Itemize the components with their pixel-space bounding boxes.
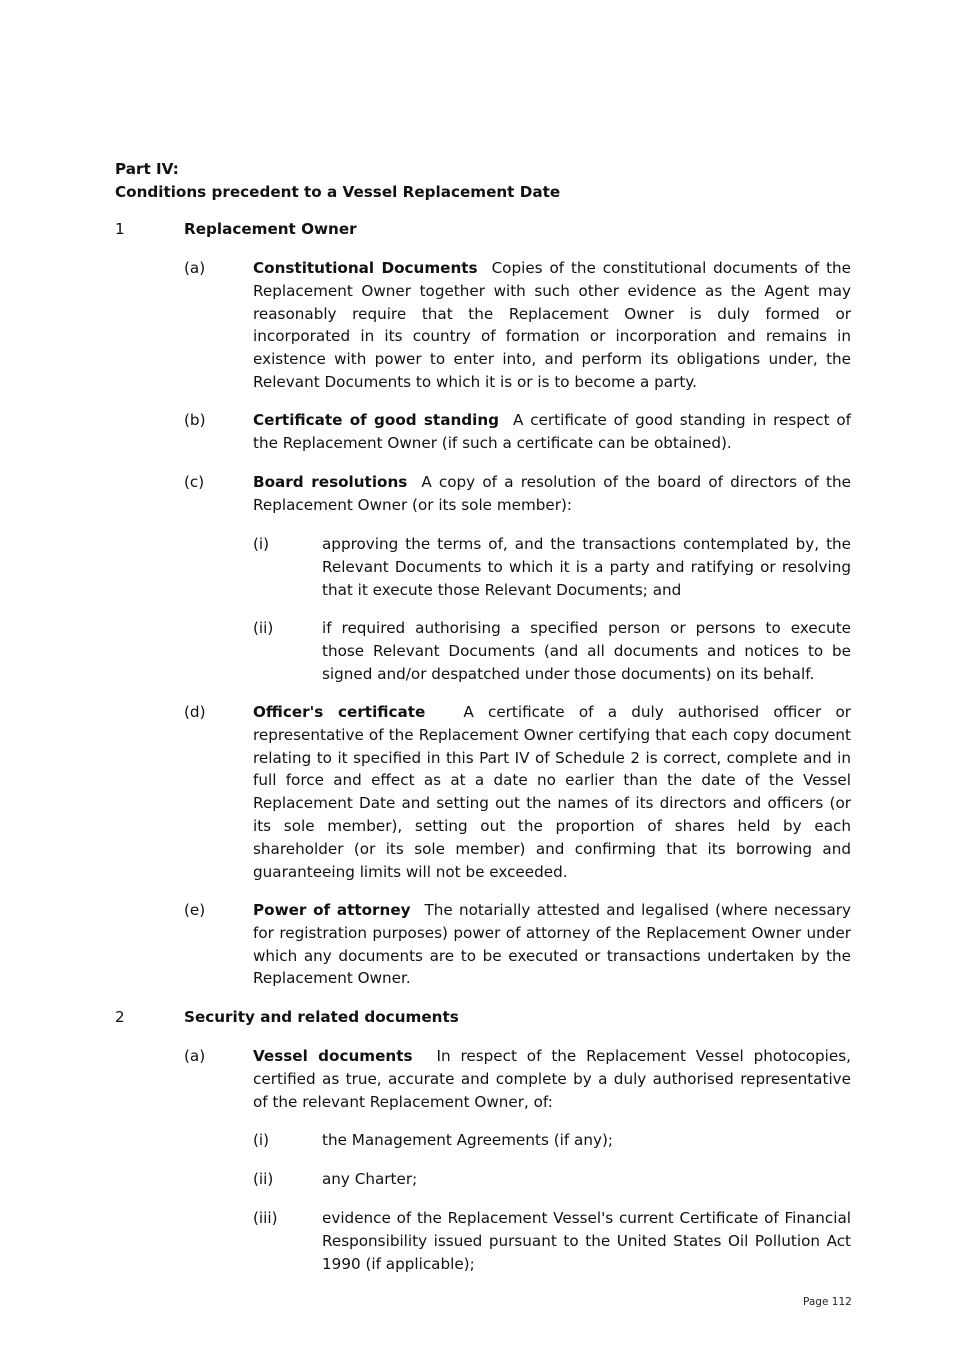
section-title: Replacement Owner [184,220,357,238]
clause-label: (e) [184,901,206,919]
clause-text: A certificate of a duly authorised officer or representative of the Replacement Owner certifying that each copy document relating to it specified in this Part IV of Schedule 2 is correct, complete and in full force and effect as at a date no earlier than the date of the Vessel Replacement Date and setting out the names of its directors and officers (or its sole member), setting out the proportion of shares held by each shareholder (or its sole member) and confirming that its borrowing and guaranteeing limits will not be exceeded. [253,703,852,881]
subclause-label: (i) [253,535,270,553]
clause-text: The notarially attested and legalised (where necessary for registration purposes) power of attorney of the Replacement Owner under which any documents are to be executed or transactions undertaken by the Replacement Owner. [253,901,851,988]
section-title: Security and related documents [184,1008,459,1026]
clause-1b [184,409,851,455]
clause-1e [184,899,851,990]
section-number: 1 [115,220,125,238]
clause-2a-iii [253,1207,851,1275]
clause-label: (a) [184,1047,206,1065]
part-heading [115,158,560,203]
clause-heading: Constitutional Documents [253,259,478,277]
subclause-text: any Charter; [322,1170,418,1188]
subclause-text: if required authorising a specified person or persons to execute those Relevant Documents (and all documents and notices to be signed and/or despatched under those documents) on its behalf. [322,619,851,683]
subclause-text: the Management Agreements (if any); [322,1131,613,1149]
clause-text: In respect of the Replacement Vessel photocopies, certified as true, accurate and complete by a duly authorised representative of the relevant Replacement Owner, of: [253,1047,851,1111]
clause-label: (a) [184,259,206,277]
clause-heading: Officer's certificate [253,703,426,721]
clause-1c-ii [253,617,851,685]
clause-label: (c) [184,473,205,491]
page-number: Page 112 [803,1296,852,1308]
clause-heading: Board resolutions [253,473,408,491]
clause-text: A copy of a resolution of the board of directors of the Replacement Owner (or its sole member): [253,473,851,514]
subclause-text: evidence of the Replacement Vessel's current Certificate of Financial Responsibility issued pursuant to the United States Oil Pollution Act 1990 (if applicable); [322,1209,851,1273]
part-label: Part IV: [115,160,179,178]
clause-text: A certificate of good standing in respect of the Replacement Owner (if such a certificate can be obtained). [253,411,851,452]
subclause-label: (ii) [253,1170,274,1188]
clause-1a [184,257,851,394]
clause-label: (d) [184,703,206,721]
clause-text: Copies of the constitutional documents of the Replacement Owner together with such other evidence as the Agent may reasonably require that the Replacement Owner is duly formed or incorporated in its country of formation or incorporation and remains in existence with power to enter into, and perform its obligations under, the Relevant Documents to which it is or is to become a party. [253,259,851,391]
clause-heading: Certificate of good standing [253,411,500,429]
part-title: Conditions precedent to a Vessel Replacement Date [115,182,561,201]
clause-heading: Vessel documents [253,1047,413,1065]
clause-1d [184,701,851,883]
section-number: 2 [115,1008,125,1026]
clause-heading: Power of attorney [253,901,411,919]
clause-2a [184,1045,851,1113]
clause-2a-ii [253,1168,851,1191]
subclause-label: (ii) [253,619,274,637]
clause-1c-i [253,533,851,601]
subclause-text: approving the terms of, and the transactions contemplated by, the Relevant Documents to which it is a party and ratifying or resolving that it execute those Relevant Documents; and [322,535,851,599]
clause-label: (b) [184,411,206,429]
subclause-label: (i) [253,1131,270,1149]
clause-1c [184,471,851,517]
clause-2a-i [253,1129,851,1152]
subclause-label: (iii) [253,1209,278,1227]
